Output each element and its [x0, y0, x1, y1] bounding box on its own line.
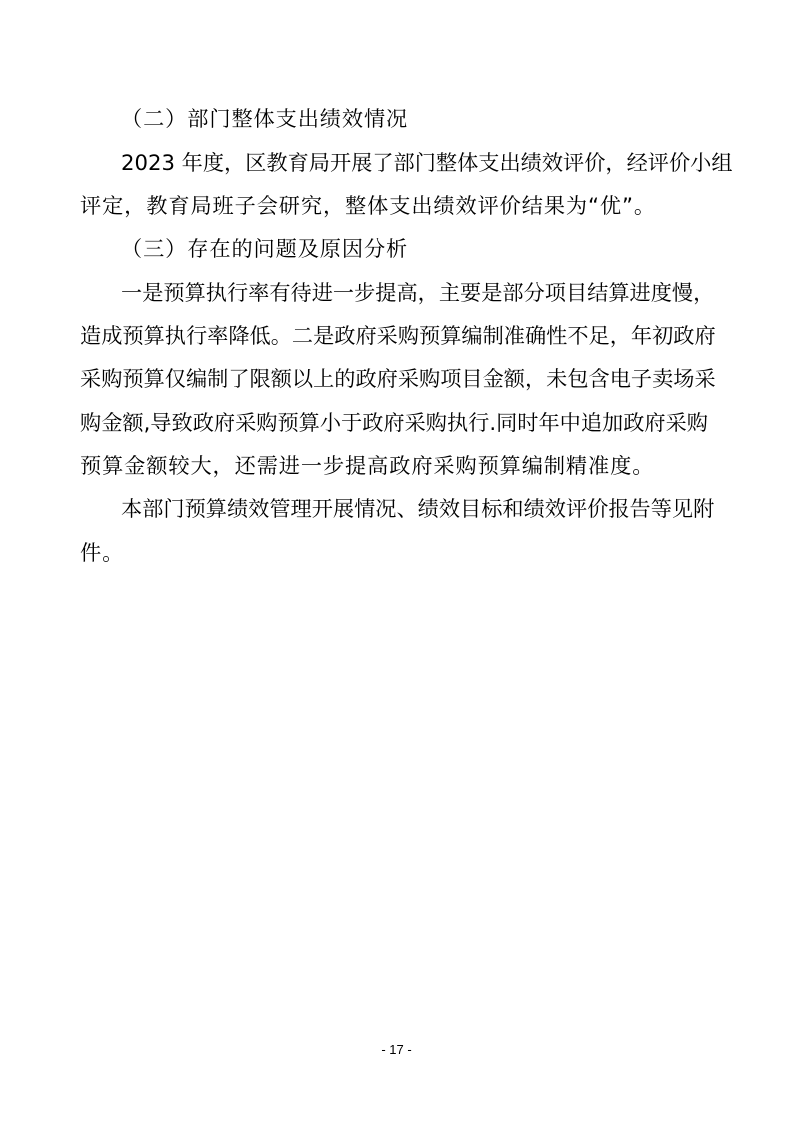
paragraph-line: 造成预算执行率降低。二是政府采购预算编制准确性不足，年初政府 [80, 323, 716, 348]
section-heading: （三）存在的问题及原因分析 [121, 236, 409, 261]
paragraph-line: 预算金额较大，还需进一步提高政府采购预算编制精准度。 [80, 453, 655, 478]
paragraph-line: 购金额,导致政府采购预算小于政府采购执行.同时年中追加政府采购 [80, 410, 708, 435]
section-heading: （二）部门整体支出绩效情况 [121, 106, 409, 131]
page-number: - 17 - [381, 1042, 412, 1057]
paragraph-line: 评定，教育局班子会研究，整体支出绩效评价结果为“优”。 [80, 193, 656, 218]
paragraph-line: 2023 年度，区教育局开展了部门整体支出绩效评价，经评价小组 [121, 150, 733, 175]
paragraph-line: 本部门预算绩效管理开展情况、绩效目标和绩效评价报告等见附 [121, 496, 715, 521]
paragraph-line: 件。 [80, 540, 125, 565]
paragraph-line: 采购预算仅编制了限额以上的政府采购项目金额，未包含电子卖场采 [80, 366, 716, 391]
paragraph-line: 一是预算执行率有待进一步提高，主要是部分项目结算进度慢， [121, 280, 715, 305]
